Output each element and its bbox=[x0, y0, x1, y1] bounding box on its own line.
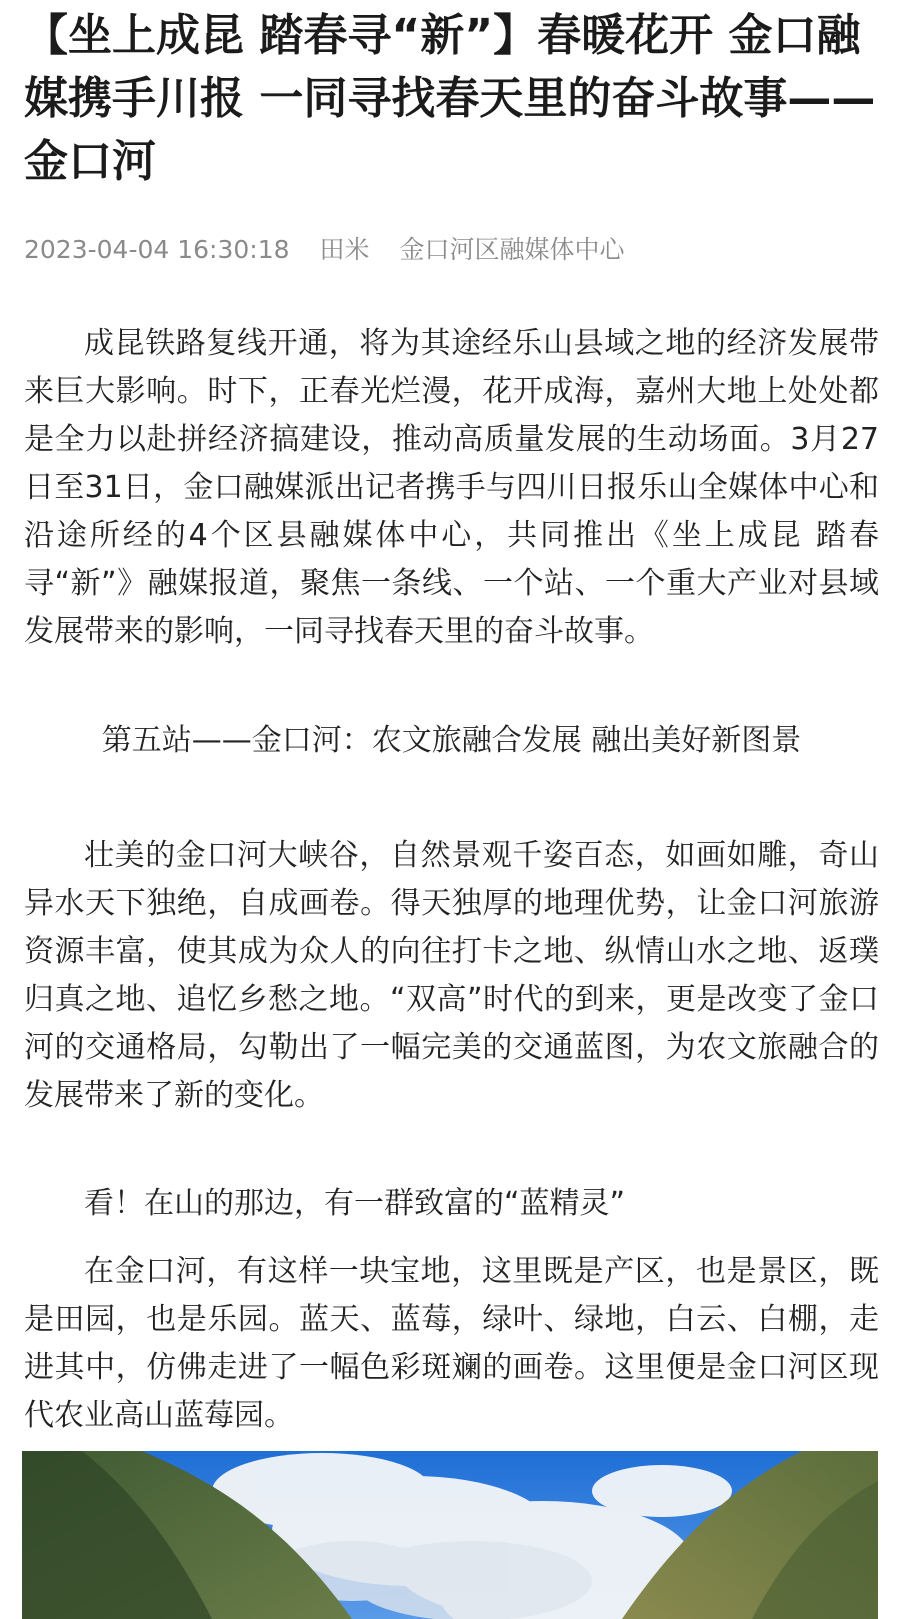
section-subheading: 第五站——金口河：农文旅融合发展 融出美好新图景 bbox=[101, 723, 802, 758]
intro-paragraph: 成昆铁路复线开通，将为其途经乐山县域之地的经济发展带来巨大影响。时下，正春光烂漫，花开成海，嘉州大地上处处都是全力以赴拼经济搞建设，推动高质量发展的生动场面。3月27日至31日，金口融媒派出记者携手与四川日报乐山全媒体中心和沿途所经的4个区县融媒体中心，共同推出《坐上成昆 踏春寻“新”》融媒报道，聚焦一条线、一个站、一个重大产业对县域发展带来的影响，一同寻找春天里的奋斗故事。 bbox=[24, 326, 879, 649]
source-name: 金口河区融媒体中心 bbox=[399, 235, 625, 264]
publish-datetime: 2023-04-04 16:30:18 bbox=[24, 235, 290, 264]
body-paragraph-blueberry: 在金口河，有这样一块宝地，这里既是产区，也是景区，既是田园，也是乐园。蓝天、蓝莓，绿叶、绿地，白云、白棚，走进其中，仿佛走进了一幅色彩斑斓的画卷。这里便是金口河区现代农业高山蓝莓园。 bbox=[24, 1254, 879, 1433]
landscape-photo[interactable] bbox=[22, 1451, 878, 1619]
article-meta bbox=[24, 230, 646, 270]
section-lead-line: 看！在山的那边，有一群致富的“蓝精灵” bbox=[84, 1186, 626, 1221]
body-paragraph-canyon: 壮美的金口河大峡谷，自然景观千姿百态，如画如雕，奇山异水天下独绝，自成画卷。得天独厚的地理优势，让金口河旅游资源丰富，使其成为众人的向往打卡之地、纵情山水之地、返璞归真之地、追忆乡愁之地。“双高”时代的到来，更是改变了金口河的交通格局，勾勒出了一幅完美的交通蓝图，为农文旅融合的发展带来了新的变化。 bbox=[24, 838, 879, 1113]
author-name: 田米 bbox=[319, 235, 370, 264]
article-title: 【坐上成昆 踏春寻“新”】春暖花开 金口融媒携手川报 一同寻找春天里的奋斗故事——金口河 bbox=[24, 10, 876, 187]
landscape-photo-icon bbox=[22, 1451, 878, 1619]
